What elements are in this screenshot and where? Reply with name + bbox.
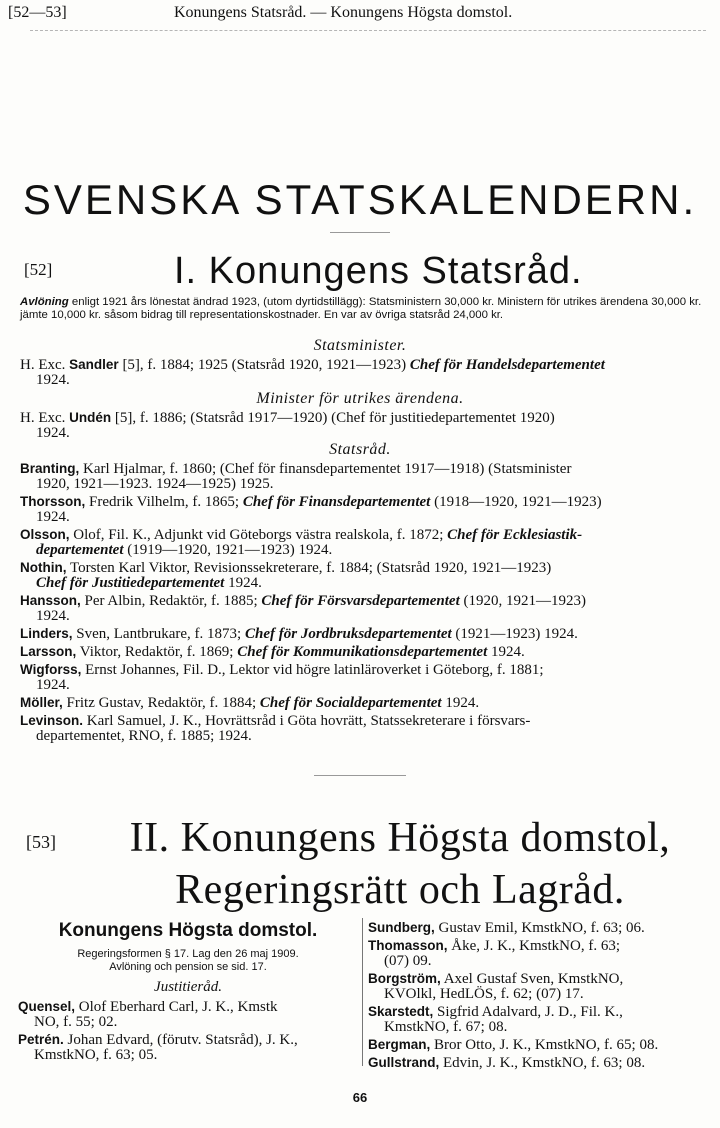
salary-label: Avlöning	[20, 296, 69, 308]
section-2-title: II. Konungens Högsta domstol, Regeringsrätt och Lagråd.	[129, 815, 671, 913]
entry-sandler: H. Exc. Sandler [5], f. 1884; 1925 (Statsråd 1920, 1921—1923) Chef för Handelsdepartementet 1924.	[20, 357, 605, 388]
entry-branting: Branting, Karl Hjalmar, f. 1860; (Chef för finansdepartementet 1917—1918) (Statsminister 1920, 1921—1923. 1924—1925) 1925.	[20, 461, 572, 492]
entry-gullstrand: Gullstrand, Edvin, J. K., KmstkNO, f. 63; 08.	[368, 1055, 646, 1071]
entry-larsson: Larsson, Viktor, Redaktör, f. 1869; Chef för Kommunikationsdepartementet 1924.	[20, 644, 525, 660]
section-1-title: I. Konungens Statsråd.	[174, 250, 583, 292]
entry-skarstedt: Skarstedt, Sigfrid Adalvard, J. D., Fil. K., KmstkNO, f. 67; 08.	[368, 1004, 623, 1035]
subhead-utrikes: Minister för utrikes ärendena.	[256, 390, 464, 407]
entry-unden-block	[20, 410, 712, 443]
role: Chef för Handelsdepartementet	[409, 357, 605, 373]
page-number: 66	[352, 1090, 368, 1105]
subhead-justitierad: Justitieråd.	[154, 979, 222, 995]
entry-bergman: Bergman, Bror Otto, J. K., KmstkNO, f. 65; 08.	[368, 1037, 659, 1053]
entry-hansson: Hansson, Per Albin, Redaktör, f. 1885; Chef för Försvarsdepartementet (1920, 1921—1923) 1924.	[20, 593, 586, 624]
column-heading: Konungens Högsta domstol.	[58, 920, 318, 941]
entry-sundberg: Sundberg, Gustav Emil, KmstkNO, f. 63; 06.	[368, 920, 645, 936]
section-1-ref: [52]	[24, 260, 53, 279]
entry-nothin: Nothin, Torsten Karl Viktor, Revisionssekreterare, f. 1884; (Statsråd 1920, 1921—1923) Chef för Justitiedepartementet 1924.	[20, 560, 552, 591]
person-name: Undén	[69, 410, 112, 425]
entry-thorsson: Thorsson, Fredrik Vilhelm, f. 1865; Chef för Finansdepartementet (1918—1920, 1921—1923) 1924.	[20, 494, 602, 525]
entry-petren: Petrén. Johan Edvard, (förutv. Statsråd), J. K., KmstkNO, f. 63; 05.	[18, 1032, 298, 1063]
entry-olsson: Olsson, Olof, Fil. K., Adjunkt vid Göteborgs västra realskola, f. 1872; Chef för Ecklesiastik- departementet (1919—1920, 1921—1923) 1924.	[20, 527, 583, 558]
salary-pension-note: Avlöning och pension se sid. 17.	[109, 961, 267, 973]
section-1-heading	[24, 248, 704, 296]
entry-moller: Möller, Fritz Gustav, Redaktör, f. 1884; Chef för Socialdepartementet 1924.	[20, 695, 480, 711]
column-divider	[362, 918, 363, 1066]
title-rule	[330, 232, 390, 233]
entry-thomasson: Thomasson, Åke, J. K., KmstkNO, f. 63; (07) 09.	[368, 938, 621, 969]
section-2-ref: [53]	[26, 832, 56, 852]
main-title: SVENSKA STATSKALENDERN.	[22, 176, 698, 223]
person-name: Sandler	[69, 357, 119, 372]
statsrad-list	[20, 461, 712, 746]
page-range: [52—53]	[8, 4, 67, 21]
entry-levinson: Levinson. Karl Samuel, J. K., Hovrättsråd i Göta hovrätt, Statssekreterare i försvars- departementet, RNO, f. 1885; 1924.	[20, 713, 531, 744]
entry-sandler-block	[20, 357, 712, 390]
subhead-statsminister: Statsminister.	[313, 337, 407, 354]
running-title: Konungens Statsråd. — Konungens Högsta domstol.	[174, 4, 513, 21]
section-separator	[314, 775, 406, 776]
entry-unden: H. Exc. Undén [5], f. 1886; (Statsråd 1917—1920) (Chef för justitiedepartementet 1920) 1924.	[20, 410, 555, 441]
salary-text: enligt 1921 års lönestat ändrad 1923, (utom dyrtidstillägg): Statsministern 30,000 kr. Ministern för utrikes ärendena 30,000 kr. jämte 10,000 kr. såsom bidrag till representationskostnader. En var av övriga statsråd 24,000 kr.	[20, 296, 702, 321]
entry-wigforss: Wigforss, Ernst Johannes, Fil. D., Lektor vid högre latinläroverket i Göteborg, f. 1881; 1924.	[20, 662, 544, 693]
reg-form-note: Regeringsformen § 17. Lag den 26 maj 1909.	[77, 948, 299, 960]
entry-linders: Linders, Sven, Lantbrukare, f. 1873; Chef för Jordbruksdepartementet (1921—1923) 1924.	[20, 626, 578, 642]
section-1-salary-note	[20, 296, 712, 322]
left-column	[18, 920, 358, 1065]
right-column	[368, 920, 700, 1073]
running-head	[8, 4, 712, 28]
subhead-statsrad: Statsråd.	[329, 441, 391, 458]
header-rule	[30, 30, 706, 31]
entry-quensel: Quensel, Olof Eberhard Carl, J. K., Kmstk NO, f. 55; 02.	[18, 999, 278, 1030]
entry-borgstrom: Borgström, Axel Gustaf Sven, KmstkNO, KVOlkl, HedLÖS, f. 62; (07) 17.	[368, 971, 624, 1002]
